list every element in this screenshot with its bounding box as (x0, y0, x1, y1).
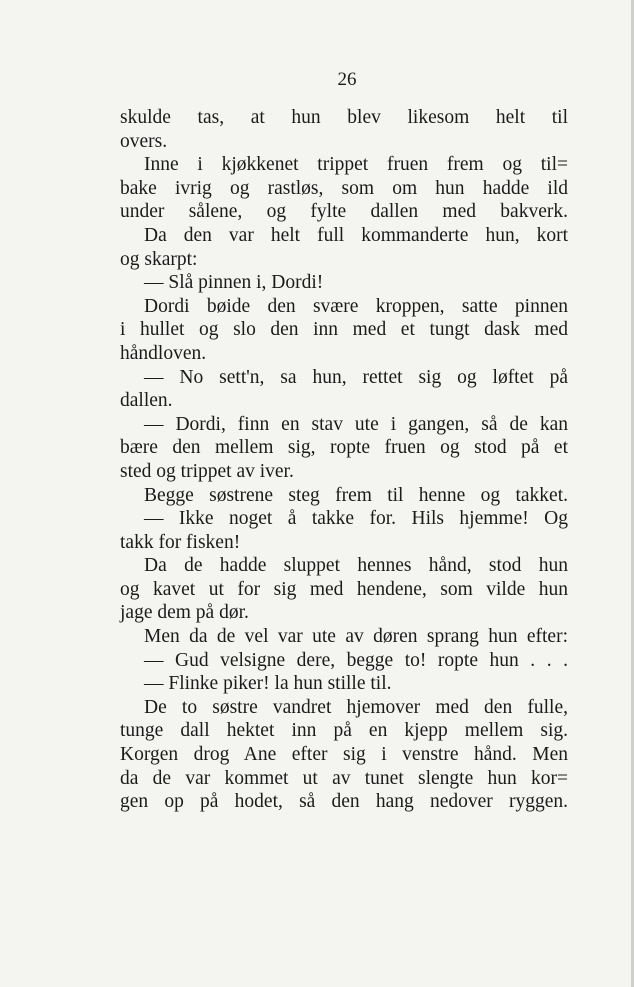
text-line: Inne i kjøkkenet trippet fruen frem og til= (144, 154, 568, 176)
text-line: sted og trippet av iver. (120, 460, 294, 482)
text-line: og kavet ut for sig med hendene, som vilde hun (120, 578, 568, 600)
text-line: De to søstre vandret hjemover med den fulle, (144, 696, 568, 718)
text-line: Men da de vel var ute av døren sprang hun efter: (144, 626, 568, 648)
body-text (120, 106, 568, 814)
text-line: — Flinke piker! la hun stille til. (144, 673, 392, 695)
text-line: — Gud velsigne dere, begge to! ropte hun . . . (144, 649, 568, 671)
text-line: dallen. (120, 390, 173, 412)
text-line: takk for fisken! (120, 531, 241, 553)
text-line: — Dordi, finn en stav ute i gangen, så de kan (144, 413, 568, 435)
text-line: i hullet og slo den inn med et tungt dask med (120, 319, 568, 341)
text-line: — No sett'n, sa hun, rettet sig og løftet på (144, 366, 568, 388)
text-line: Korgen drog Ane efter sig i venstre hånd. Men (120, 744, 568, 766)
text-line: bære den mellem sig, ropte fruen og stod på et (120, 437, 568, 459)
text-line: Da den var helt full kommanderte hun, kort (144, 224, 568, 246)
text-line: bake ivrig og rastløs, som om hun hadde ild (120, 177, 568, 199)
text-line: Dordi bøide den svære kroppen, satte pinnen (144, 295, 568, 317)
text-line: — Ikke noget å takke for. Hils hjemme! Og (144, 508, 568, 530)
text-line: under sålene, og fylte dallen med bakverk. (120, 201, 568, 223)
text-line: og skarpt: (120, 248, 198, 270)
text-line: Begge søstrene steg frem til henne og takket. (144, 484, 568, 506)
text-line: tunge dall hektet inn på en kjepp mellem sig. (120, 720, 568, 742)
text-line: — Slå pinnen i, Dordi! (144, 272, 324, 294)
page-number: 26 (337, 69, 357, 90)
text-line: håndloven. (120, 342, 207, 364)
text-line: overs. (120, 130, 168, 152)
text-line: da de var kommet ut av tunet slengte hun kor= (120, 767, 568, 789)
text-line: skulde tas, at hun blev likesom helt til (120, 107, 568, 128)
text-line: gen op på hodet, så den hang nedover ryggen. (120, 791, 568, 813)
text-line: jage dem på dør. (120, 602, 249, 624)
text-line: Da de hadde sluppet hennes hånd, stod hun (144, 555, 568, 577)
